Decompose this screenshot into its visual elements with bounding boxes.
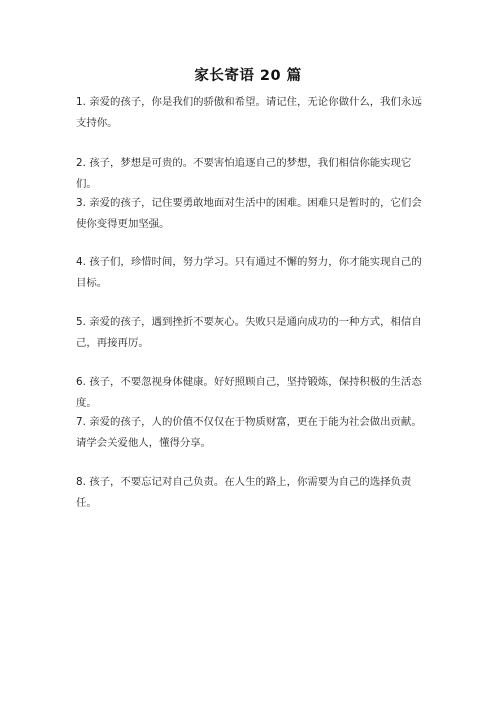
paragraph-5: 5. 亲爱的孩子，遇到挫折不要灰心。失败只是通向成功的一种方式，相信自己，再接再厉。 [76,316,422,349]
paragraph-8: 8. 孩子，不要忘记对自己负责。在人生的路上，你需要为自己的选择负责任。 [76,476,412,509]
paragraph-3: 3. 亲爱的孩子，记住要勇敢地面对生活中的困难。困难只是暂时的，它们会使你变得更加坚强。 [76,197,422,230]
paragraph-2: 2. 孩子，梦想是可贵的。不要害怕追逐自己的梦想，我们相信你能实现它们。 [76,157,412,190]
paragraph-7: 7. 亲爱的孩子，人的价值不仅仅在于物质财富，更在于能为社会做出贡献。请学会关爱他人，懂得分享。 [76,416,422,449]
paragraph-4: 4. 孩子们，珍惜时间，努力学习。只有通过不懈的努力，你才能实现自己的目标。 [76,256,422,289]
paragraph-1: 1. 亲爱的孩子，你是我们的骄傲和希望。请记住，无论你做什么，我们永远支持你。 [76,96,422,129]
document-title: 家长寄语 20 篇 [194,68,302,84]
paragraph-6: 6. 孩子，不要忽视身体健康。好好照顾自己，坚持锻炼，保持积极的生活态度。 [76,376,422,409]
